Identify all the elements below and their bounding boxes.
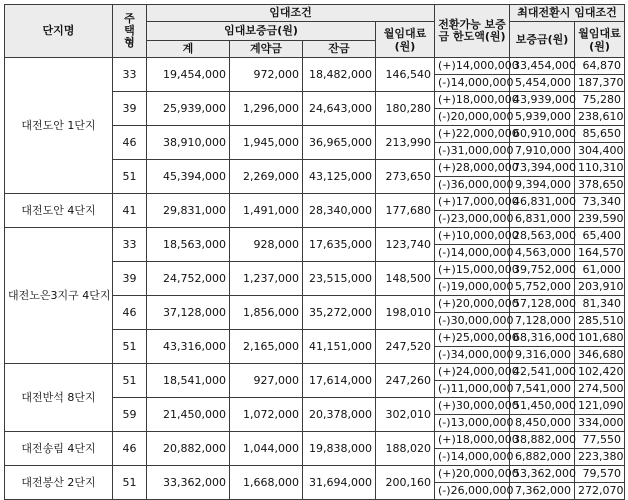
max-monthly-cell: 79,570	[575, 466, 625, 483]
convertible-limit-cell: (-)14,000,000	[435, 245, 510, 262]
header-balance: 잔금	[303, 41, 376, 58]
max-deposit-cell: 43,939,000	[510, 92, 575, 109]
monthly-rent-cell: 188,020	[376, 432, 435, 466]
max-monthly-cell: 81,340	[575, 296, 625, 313]
max-deposit-cell: 28,563,000	[510, 228, 575, 245]
header-convertible-limit: 전환가능 보증금 한도액(원)	[435, 5, 510, 58]
header-max-deposit: 보증금(원)	[510, 22, 575, 58]
convertible-limit-cell: (+)14,000,000	[435, 58, 510, 75]
deposit-total-cell: 20,882,000	[147, 432, 230, 466]
balance-cell: 17,635,000	[303, 228, 376, 262]
balance-cell: 17,614,000	[303, 364, 376, 398]
deposit-total-cell: 43,316,000	[147, 330, 230, 364]
deposit-total-cell: 18,541,000	[147, 364, 230, 398]
balance-cell: 43,125,000	[303, 160, 376, 194]
max-monthly-cell: 203,910	[575, 279, 625, 296]
table-header	[5, 5, 625, 58]
down-payment-cell: 1,296,000	[230, 92, 303, 126]
monthly-rent-cell: 213,990	[376, 126, 435, 160]
max-monthly-cell: 238,610	[575, 109, 625, 126]
max-monthly-cell: 346,680	[575, 347, 625, 364]
house-type-cell: 39	[113, 262, 147, 296]
max-monthly-cell: 64,870	[575, 58, 625, 75]
max-deposit-cell: 5,939,000	[510, 109, 575, 126]
house-type-cell: 51	[113, 330, 147, 364]
monthly-rent-cell: 148,500	[376, 262, 435, 296]
convertible-limit-cell: (+)22,000,000	[435, 126, 510, 143]
deposit-total-cell: 33,362,000	[147, 466, 230, 500]
convertible-limit-cell: (+)18,000,000	[435, 92, 510, 109]
header-down-payment: 계약금	[230, 41, 303, 58]
max-monthly-cell: 223,380	[575, 449, 625, 466]
max-deposit-cell: 7,362,000	[510, 483, 575, 500]
convertible-limit-cell: (+)28,000,000	[435, 160, 510, 177]
deposit-total-cell: 29,831,000	[147, 194, 230, 228]
convertible-limit-cell: (-)13,000,000	[435, 415, 510, 432]
convertible-limit-cell: (-)31,000,000	[435, 143, 510, 160]
complex-name-cell: 대전도안 1단지	[5, 58, 113, 194]
balance-cell: 23,515,000	[303, 262, 376, 296]
max-deposit-cell: 51,450,000	[510, 398, 575, 415]
header-max-conversion: 최대전환시 임대조건	[510, 5, 625, 22]
down-payment-cell: 1,491,000	[230, 194, 303, 228]
convertible-limit-cell: (-)30,000,000	[435, 313, 510, 330]
header-monthly-rent: 월임대료(원)	[376, 22, 435, 58]
house-type-cell: 51	[113, 364, 147, 398]
max-deposit-cell: 5,752,000	[510, 279, 575, 296]
house-type-cell: 33	[113, 58, 147, 92]
complex-name-cell: 대전송림 4단지	[5, 432, 113, 466]
house-type-cell: 46	[113, 296, 147, 330]
table-body	[5, 58, 625, 500]
convertible-limit-cell: (-)14,000,000	[435, 75, 510, 92]
max-deposit-cell: 6,882,000	[510, 449, 575, 466]
max-deposit-cell: 38,882,000	[510, 432, 575, 449]
max-monthly-cell: 239,590	[575, 211, 625, 228]
deposit-total-cell: 38,910,000	[147, 126, 230, 160]
convertible-limit-cell: (+)25,000,000	[435, 330, 510, 347]
down-payment-cell: 928,000	[230, 228, 303, 262]
deposit-total-cell: 24,752,000	[147, 262, 230, 296]
header-max-monthly: 월임대료(원)	[575, 22, 625, 58]
monthly-rent-cell: 198,010	[376, 296, 435, 330]
house-type-cell: 33	[113, 228, 147, 262]
house-type-cell: 51	[113, 160, 147, 194]
down-payment-cell: 927,000	[230, 364, 303, 398]
max-deposit-cell: 68,316,000	[510, 330, 575, 347]
deposit-total-cell: 37,128,000	[147, 296, 230, 330]
convertible-limit-cell: (+)20,000,000	[435, 296, 510, 313]
monthly-rent-cell: 247,520	[376, 330, 435, 364]
max-deposit-cell: 39,752,000	[510, 262, 575, 279]
header-house-type	[113, 5, 147, 58]
max-deposit-cell: 6,831,000	[510, 211, 575, 228]
header-complex-name: 단지명	[5, 5, 113, 58]
balance-cell: 20,378,000	[303, 398, 376, 432]
convertible-limit-cell: (-)14,000,000	[435, 449, 510, 466]
max-monthly-cell: 272,070	[575, 483, 625, 500]
header-deposit: 임대보증금(원)	[147, 22, 376, 41]
max-monthly-cell: 73,340	[575, 194, 625, 211]
max-deposit-cell: 5,454,000	[510, 75, 575, 92]
monthly-rent-cell: 200,160	[376, 466, 435, 500]
max-deposit-cell: 46,831,000	[510, 194, 575, 211]
convertible-limit-cell: (+)15,000,000	[435, 262, 510, 279]
house-type-cell: 46	[113, 126, 147, 160]
max-deposit-cell: 42,541,000	[510, 364, 575, 381]
rent-table-container	[4, 4, 624, 496]
convertible-limit-cell: (+)18,000,000	[435, 432, 510, 449]
deposit-total-cell: 19,454,000	[147, 58, 230, 92]
max-monthly-cell: 110,310	[575, 160, 625, 177]
convertible-limit-cell: (+)20,000,000	[435, 466, 510, 483]
down-payment-cell: 1,237,000	[230, 262, 303, 296]
balance-cell: 18,482,000	[303, 58, 376, 92]
max-monthly-cell: 164,570	[575, 245, 625, 262]
max-deposit-cell: 4,563,000	[510, 245, 575, 262]
deposit-total-cell: 45,394,000	[147, 160, 230, 194]
convertible-limit-cell: (+)17,000,000	[435, 194, 510, 211]
convertible-limit-cell: (-)36,000,000	[435, 177, 510, 194]
complex-name-cell: 대전노은3지구 4단지	[5, 228, 113, 364]
max-monthly-cell: 304,400	[575, 143, 625, 160]
convertible-limit-cell: (-)19,000,000	[435, 279, 510, 296]
down-payment-cell: 1,044,000	[230, 432, 303, 466]
down-payment-cell: 2,269,000	[230, 160, 303, 194]
balance-cell: 35,272,000	[303, 296, 376, 330]
deposit-total-cell: 21,450,000	[147, 398, 230, 432]
down-payment-cell: 1,856,000	[230, 296, 303, 330]
down-payment-cell: 1,668,000	[230, 466, 303, 500]
max-deposit-cell: 73,394,000	[510, 160, 575, 177]
convertible-limit-cell: (+)30,000,000	[435, 398, 510, 415]
max-deposit-cell: 7,910,000	[510, 143, 575, 160]
monthly-rent-cell: 180,280	[376, 92, 435, 126]
complex-name-cell: 대전도안 4단지	[5, 194, 113, 228]
convertible-limit-cell: (-)34,000,000	[435, 347, 510, 364]
balance-cell: 36,965,000	[303, 126, 376, 160]
header-total: 계	[147, 41, 230, 58]
max-monthly-cell: 85,650	[575, 126, 625, 143]
max-monthly-cell: 65,400	[575, 228, 625, 245]
balance-cell: 28,340,000	[303, 194, 376, 228]
convertible-limit-cell: (-)23,000,000	[435, 211, 510, 228]
complex-name-cell: 대전봉산 2단지	[5, 466, 113, 500]
max-deposit-cell: 57,128,000	[510, 296, 575, 313]
table-row	[5, 466, 625, 483]
max-monthly-cell: 334,000	[575, 415, 625, 432]
house-type-cell: 59	[113, 398, 147, 432]
house-type-cell: 46	[113, 432, 147, 466]
monthly-rent-cell: 177,680	[376, 194, 435, 228]
house-type-cell: 39	[113, 92, 147, 126]
balance-cell: 19,838,000	[303, 432, 376, 466]
max-deposit-cell: 7,541,000	[510, 381, 575, 398]
monthly-rent-cell: 146,540	[376, 58, 435, 92]
down-payment-cell: 972,000	[230, 58, 303, 92]
table-row	[5, 364, 625, 381]
max-deposit-cell: 53,362,000	[510, 466, 575, 483]
max-monthly-cell: 121,090	[575, 398, 625, 415]
max-monthly-cell: 378,650	[575, 177, 625, 194]
balance-cell: 24,643,000	[303, 92, 376, 126]
convertible-limit-cell: (+)10,000,000	[435, 228, 510, 245]
monthly-rent-cell: 302,010	[376, 398, 435, 432]
header-lease-terms: 임대조건	[147, 5, 435, 22]
balance-cell: 41,151,000	[303, 330, 376, 364]
header-house-type-text: 주택형	[124, 12, 135, 49]
deposit-total-cell: 18,563,000	[147, 228, 230, 262]
complex-name-cell: 대전반석 8단지	[5, 364, 113, 432]
max-monthly-cell: 77,550	[575, 432, 625, 449]
max-deposit-cell: 60,910,000	[510, 126, 575, 143]
house-type-cell: 41	[113, 194, 147, 228]
monthly-rent-cell: 123,740	[376, 228, 435, 262]
max-deposit-cell: 33,454,000	[510, 58, 575, 75]
monthly-rent-cell: 273,650	[376, 160, 435, 194]
max-monthly-cell: 285,510	[575, 313, 625, 330]
monthly-rent-cell: 247,260	[376, 364, 435, 398]
deposit-total-cell: 25,939,000	[147, 92, 230, 126]
convertible-limit-cell: (-)26,000,000	[435, 483, 510, 500]
rent-conditions-table	[4, 4, 625, 500]
balance-cell: 31,694,000	[303, 466, 376, 500]
convertible-limit-cell: (-)11,000,000	[435, 381, 510, 398]
down-payment-cell: 1,072,000	[230, 398, 303, 432]
max-deposit-cell: 9,316,000	[510, 347, 575, 364]
table-row	[5, 58, 625, 75]
down-payment-cell: 1,945,000	[230, 126, 303, 160]
max-monthly-cell: 61,000	[575, 262, 625, 279]
max-monthly-cell: 102,420	[575, 364, 625, 381]
max-monthly-cell: 75,280	[575, 92, 625, 109]
max-deposit-cell: 8,450,000	[510, 415, 575, 432]
down-payment-cell: 2,165,000	[230, 330, 303, 364]
max-monthly-cell: 274,500	[575, 381, 625, 398]
max-monthly-cell: 187,370	[575, 75, 625, 92]
table-row	[5, 228, 625, 245]
house-type-cell: 51	[113, 466, 147, 500]
table-row	[5, 194, 625, 211]
table-row	[5, 432, 625, 449]
max-deposit-cell: 7,128,000	[510, 313, 575, 330]
max-monthly-cell: 101,680	[575, 330, 625, 347]
convertible-limit-cell: (+)24,000,000	[435, 364, 510, 381]
max-deposit-cell: 9,394,000	[510, 177, 575, 194]
convertible-limit-cell: (-)20,000,000	[435, 109, 510, 126]
